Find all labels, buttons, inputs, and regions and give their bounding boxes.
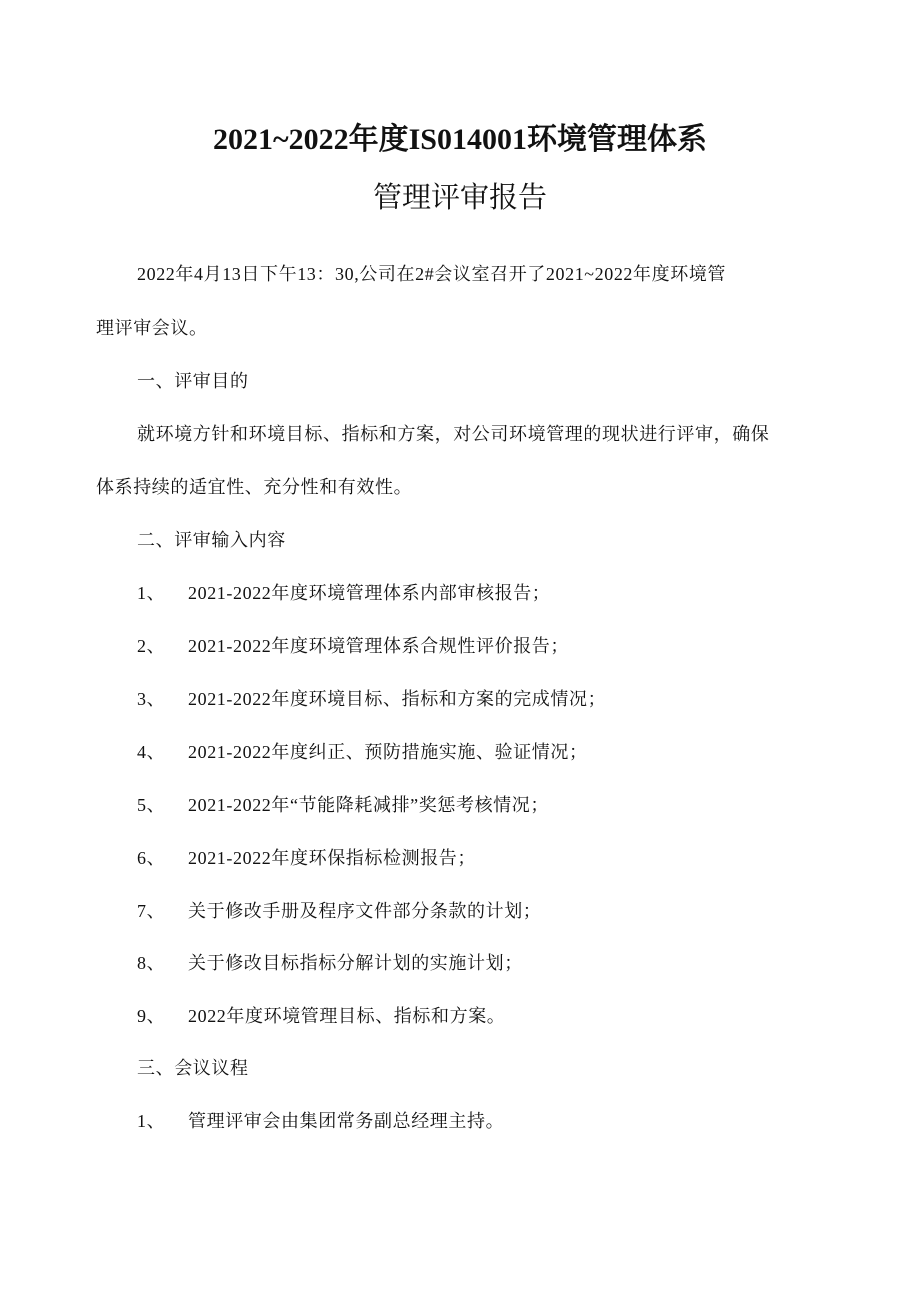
list-item [137,1108,504,1134]
list-item-number: 6、 [137,848,166,868]
list-item [137,580,550,606]
list-item [137,792,549,818]
list-item-number: 4、 [137,742,166,762]
list-item-text: 2021-2022年度环保指标检测报告； [188,848,476,868]
list-item [137,1003,505,1029]
list-item-text: 2022年度环境管理目标、指标和方案。 [188,1006,506,1026]
list-item [137,845,476,871]
list-item-text: 关于修改目标指标分解计划的实施计划； [188,953,523,973]
list-item-text: 2021-2022年度环境管理体系内部审核报告； [188,583,551,603]
document-subtitle: 管理评审报告 [372,182,547,214]
list-item-text: 2021-2022年“节能降耗减排”奖惩考核情况； [188,795,549,815]
section-heading-agenda: 三、会议议程 [137,1058,249,1078]
list-item-text: 管理评审会由集团常务副总经理主持。 [188,1111,505,1131]
list-item-number: 7、 [137,901,166,921]
list-item-number: 2、 [137,636,166,656]
list-item-number: 1、 [137,583,166,603]
list-item [137,950,523,976]
intro-paragraph-line-2: 理评审会议。 [96,318,208,338]
intro-paragraph-line-1: 2022年4月13日下午13：30,公司在2#会议室召开了2021~2022年度环境管 [137,264,727,284]
list-item [137,686,606,712]
list-item-number: 1、 [137,1111,166,1131]
list-item-number: 5、 [137,795,166,815]
section-heading-inputs: 二、评审输入内容 [137,530,286,550]
list-item [137,898,541,924]
document-title: 2021~2022年度IS014001环境管理体系 [213,123,707,156]
section-heading-purpose: 一、评审目的 [137,371,249,391]
list-item-text: 2021-2022年度环境目标、指标和方案的完成情况； [188,689,607,709]
list-item-text: 2021-2022年度环境管理体系合规性评价报告； [188,636,569,656]
list-item-text: 关于修改手册及程序文件部分条款的计划； [188,901,542,921]
list-item [137,739,588,765]
list-item-text: 2021-2022年度纠正、预防措施实施、验证情况； [188,742,588,762]
list-item-number: 9、 [137,1006,166,1026]
list-item [137,633,569,659]
purpose-paragraph-line-2: 体系持续的适宜性、充分性和有效性。 [96,477,413,497]
purpose-paragraph-line-1: 就环境方针和环境目标、指标和方案，对公司环境管理的现状进行评审，确保 [137,424,770,444]
list-item-number: 3、 [137,689,166,709]
list-item-number: 8、 [137,953,166,973]
